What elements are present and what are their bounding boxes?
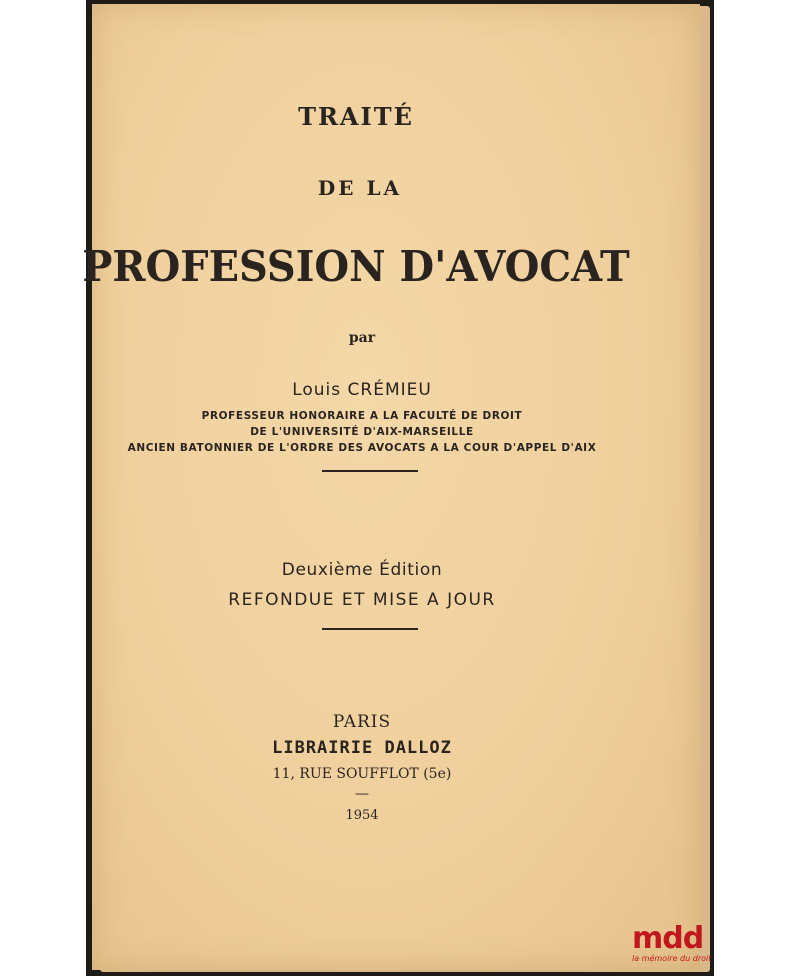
title-line-2: DE LA	[317, 176, 403, 200]
separator-dash: —	[355, 786, 369, 802]
publisher-city: PARIS	[332, 712, 392, 732]
edition-label: Deuxième Édition	[281, 560, 443, 580]
author-credential: DE L'UNIVERSITÉ D'AIX-MARSEILLE	[250, 426, 474, 438]
edition-note: REFONDUE ET MISE A JOUR	[228, 590, 496, 610]
publication-year: 1954	[345, 808, 379, 823]
main-title: PROFESSION D'AVOCAT	[82, 242, 630, 291]
title-line-1: TRAITÉ	[298, 102, 414, 131]
divider-rule	[322, 628, 418, 630]
author-credential: PROFESSEUR HONORAIRE A LA FACULTÉ DE DROIT	[201, 410, 523, 422]
watermark-mark: mdd	[632, 921, 704, 956]
book-cover	[82, 4, 700, 970]
publisher-address: 11, RUE SOUFFLOT (5e)	[272, 766, 452, 782]
by-label: par	[348, 330, 376, 346]
author-name: Louis CRÉMIEU	[292, 380, 432, 400]
watermark-logo	[632, 921, 716, 974]
publisher-name: LIBRAIRIE DALLOZ	[272, 738, 452, 758]
author-credential: ANCIEN BATONNIER DE L'ORDRE DES AVOCATS A LA COUR D'APPEL D'AIX	[127, 442, 597, 454]
divider-rule	[322, 470, 418, 472]
watermark-tagline: la mémoire du droit	[632, 954, 712, 963]
